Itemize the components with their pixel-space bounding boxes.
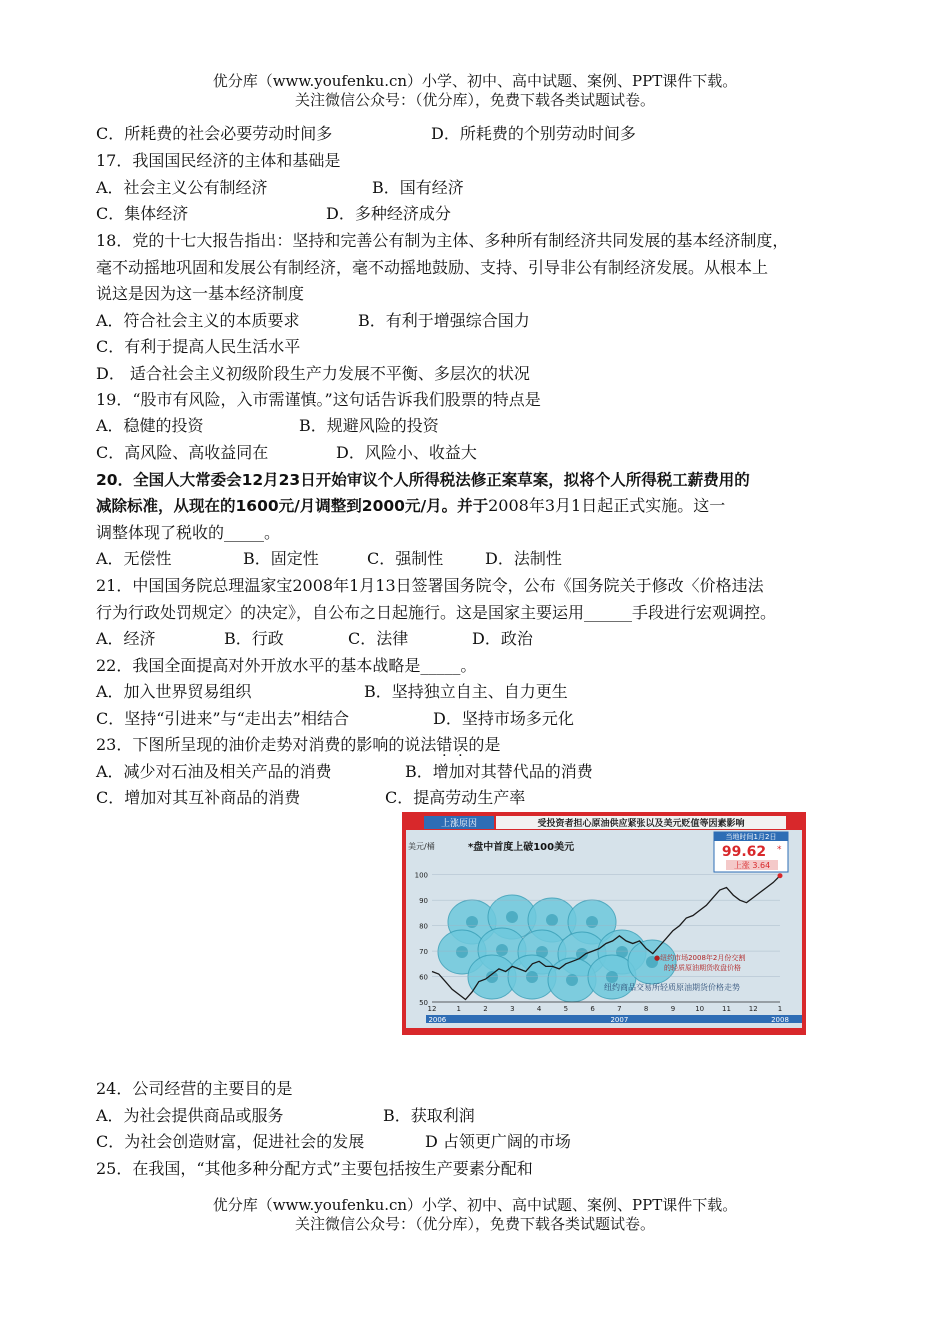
q23-options-ab [96,762,593,782]
q21-options [96,629,533,649]
q19-stem: 19．“股市有风险，入市需谨慎。”这句话告诉我们股票的特点是 [96,390,541,409]
q16-option-d: D．所耗费的个别劳动时间多 [431,124,636,143]
q17-option-c: C．集体经济 [96,204,189,223]
chart-y-tick-label: 80 [419,922,428,931]
chart-x-tick-label: 5 [563,1005,569,1013]
chart-x-tick-label: 1 [456,1005,462,1013]
q23-stem-pre: 23．下图所呈现的油价走势对消费的影响的说法 [96,735,437,754]
chart-note-line-1: ●纽约市场2008年2月份交割 [654,954,746,962]
q20-stem-line-2-normal: 2008年3月1日起正式实施。这一 [488,496,726,515]
q23-stem [96,735,500,755]
chart-y-tick-label: 60 [419,973,428,982]
q23-stem-emphasis-2: 误 [452,735,469,754]
q20-option-b: B．固定性 [243,549,319,568]
chart-banner-tag: 上涨原因 [440,819,478,829]
q24-option-d: D 占领更广阔的市场 [425,1132,571,1151]
chart-x-tick-label: 4 [536,1005,542,1013]
q23-stem-emphasis-1: 错 [436,735,453,754]
q20-option-a: A．无偿性 [96,549,172,568]
q22-option-d: D．坚持市场多元化 [433,709,574,728]
q21-option-c: C．法律 [348,629,409,648]
q16-options-cd [96,124,636,144]
q20-stem-line-1: 20．全国人大常委会12月23日开始审议个人所得税法修正案草案，拟将个人所得税工薪费用的 [96,471,750,489]
q21-option-a: A．经济 [96,629,156,648]
q23-option-a: A．减少对石油及相关产品的消费 [96,762,332,781]
q19-option-a: A．稳健的投资 [96,416,204,435]
q19-option-b: B．规避风险的投资 [299,416,439,435]
page-footer [0,1196,950,1234]
q18-stem-line-2: 毫不动摇地巩固和发展公有制经济，毫不动摇地鼓励、支持、引导非公有制经济发展。从根本上 [96,258,769,277]
chart-x-tick-label: 12 [748,1005,758,1013]
q17-option-a: A．社会主义公有制经济 [96,178,268,197]
q18-option-a: A．符合社会主义的本质要求 [96,311,300,330]
q22-option-c: C．坚持“引进来”与“走出去”相结合 [96,709,349,728]
q17-options-ab [96,178,464,198]
q22-options-cd [96,709,574,729]
chart-x-tick-label: 1 [777,1005,783,1013]
q18-options-ab [96,311,530,331]
chart-footer-caption: 纽约商品交易所轻质原油期货价格走势 [604,983,740,992]
oil-price-chart [402,812,806,1035]
q18-option-c: C．有利于提高人民生活水平 [96,337,301,356]
chart-x-tick-label: 7 [617,1005,622,1013]
chart-x-tick-label: 6 [590,1005,595,1013]
chart-price-value: 99.62 [721,844,767,860]
chart-x-tick-label: 2 [483,1005,488,1013]
q25-stem: 25．在我国，“其他多种分配方式”主要包括按生产要素分配和 [96,1159,533,1178]
chart-year-label: 2007 [610,1016,629,1024]
q20-stem-line-2 [96,496,725,516]
q20-stem-line-3: 调整体现了税收的_____。 [96,523,281,542]
q20-option-d: D．法制性 [485,549,562,568]
chart-y-axis-label: 美元/桶 [408,842,435,851]
q24-stem: 24．公司经营的主要目的是 [96,1079,293,1098]
q21-stem-line-1: 21．中国国务院总理温家宝2008年1月13日签署国务院令，公布《国务院关于修改〈价格违法 [96,576,764,595]
q23-stem-post: 的是 [468,735,501,754]
chart-headline: *盘中首度上破100美元 [468,842,575,853]
q18-stem-line-3: 说这是因为这一基本经济制度 [96,284,305,303]
chart-price-change: 上涨 3.64 [733,861,771,870]
q17-stem: 17．我国国民经济的主体和基础是 [96,151,341,170]
chart-y-tick-label: 100 [414,871,428,880]
q18-option-d: D． 适合社会主义初级阶段生产力发展不平衡、多层次的状况 [96,364,530,383]
footer-line-1: 优分库（www.youfenku.cn）小学、初中、高中试题、案例、PPT课件下载。 [212,1196,738,1214]
q24-option-c: C．为社会创造财富，促进社会的发展 [96,1132,365,1151]
q23-option-b: B．增加对其替代品的消费 [405,762,593,781]
q20-options [96,549,562,569]
q24-option-a: A．为社会提供商品或服务 [96,1106,284,1125]
q19-option-c: C．高风险、高收益同在 [96,443,269,462]
q22-option-a: A．加入世界贸易组织 [96,682,252,701]
q16-option-c: C．所耗费的社会必要劳动时间多 [96,124,333,143]
q24-options-cd [96,1132,571,1152]
chart-year-label: 2006 [428,1016,447,1024]
q24-options-ab [96,1106,475,1126]
chart-x-tick-label: 3 [510,1005,515,1013]
chart-x-tick-label: 10 [695,1005,705,1013]
chart-latest-point [778,873,783,878]
chart-y-tick-label: 70 [419,948,428,957]
q22-option-b: B．坚持独立自主、自力更生 [364,682,568,701]
chart-banner-text: 受投资者担心原油供应紧张以及美元贬值等因素影响 [537,819,745,829]
header-line-1: 优分库（www.youfenku.cn）小学、初中、高中试题、案例、PPT课件下载。 [212,72,738,90]
chart-x-tick-label: 11 [722,1005,731,1013]
chart-y-tick-label: 50 [419,999,428,1007]
chart-x-tick-label: 9 [670,1005,676,1013]
q19-option-d: D．风险小、收益大 [336,443,477,462]
q18-option-b: B．有利于增强综合国力 [358,311,530,330]
q23-options-cd [96,788,525,808]
q19-options-ab [96,416,439,436]
q23-option-c: C．增加对其互补商品的消费 [96,788,301,807]
page-header [0,72,950,110]
q20-option-c: C．强制性 [367,549,444,568]
q22-stem: 22．我国全面提高对外开放水平的基本战略是_____。 [96,656,477,675]
chart-price-star: * [777,845,782,855]
chart-year-label: 2008 [771,1016,789,1024]
q20-stem-line-2-bold: 减除标准，从现在的1600元/月调整到2000元/月。并于 [96,497,489,515]
q21-option-d: D．政治 [472,629,533,648]
q17-options-cd [96,204,451,224]
q23-option-d: C．提高劳动生产率 [385,788,526,807]
footer-line-2: 关注微信公众号：（优分库），免费下载各类试题试卷。 [294,1215,655,1233]
chart-price-date: 当地时间1月2日 [725,833,777,841]
q17-option-b: B．国有经济 [372,178,464,197]
chart-y-tick-label: 90 [419,897,428,906]
chart-x-tick-label: 12 [427,1005,437,1013]
q22-options-ab [96,682,568,702]
q18-stem-line-1: 18．党的十七大报告指出：坚持和完善公有制为主体、多种所有制经济共同发展的基本经济制度， [96,231,789,250]
q21-option-b: B．行政 [224,629,284,648]
barrel-14 [628,940,676,984]
q17-option-d: D．多种经济成分 [326,204,451,223]
q21-stem-line-2: 行为行政处罚规定〉的决定》，自公布之日起施行。这是国家主要运用______手段进行宏观调控。 [96,603,777,622]
chart-x-tick-label: 8 [643,1005,649,1013]
chart-note-line-2: 的轻质原油期货收盘价格 [664,964,741,972]
q24-option-b: B．获取利润 [383,1106,475,1125]
header-line-2: 关注微信公众号：（优分库），免费下载各类试题试卷。 [294,91,655,109]
q19-options-cd [96,443,477,463]
